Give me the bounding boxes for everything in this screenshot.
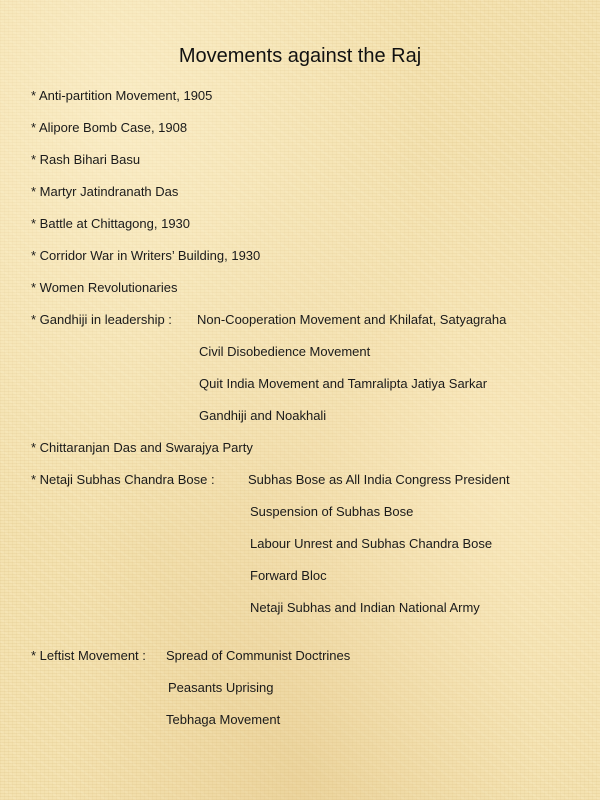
list-item: * Chittaranjan Das and Swarajya Party	[31, 440, 253, 455]
gandhiji-topic: Civil Disobedience Movement	[199, 344, 371, 359]
leftist-topic: Spread of Communist Doctrines	[166, 648, 351, 663]
leftist-label: * Leftist Movement :	[31, 648, 146, 663]
list-item: * Corridor War in Writers’ Building, 1930	[31, 248, 261, 263]
gandhiji-topic: Non-Cooperation Movement and Khilafat, Satyagraha	[197, 312, 507, 327]
gandhiji-label: * Gandhiji in leadership :	[31, 312, 172, 327]
netaji-topic: Subhas Bose as All India Congress President	[248, 472, 510, 487]
list-item: * Rash Bihari Basu	[31, 152, 141, 167]
list-item: * Alipore Bomb Case, 1908	[31, 120, 188, 135]
gandhiji-topic: Gandhiji and Noakhali	[199, 408, 327, 423]
netaji-topic: Labour Unrest and Subhas Chandra Bose	[250, 536, 493, 551]
list-item: * Anti-partition Movement, 1905	[31, 88, 213, 103]
page-title: Movements against the Raj	[178, 45, 422, 67]
netaji-topic: Suspension of Subhas Bose	[250, 504, 414, 519]
leftist-topic: Tebhaga Movement	[166, 712, 281, 727]
list-item: * Battle at Chittagong, 1930	[31, 216, 191, 231]
netaji-label: * Netaji Subhas Chandra Bose :	[31, 472, 215, 487]
netaji-topic: Forward Bloc	[250, 568, 327, 583]
netaji-topic: Netaji Subhas and Indian National Army	[250, 600, 480, 615]
leftist-topic: Peasants Uprising	[168, 680, 274, 695]
list-item: * Martyr Jatindranath Das	[31, 184, 179, 199]
gandhiji-topic: Quit India Movement and Tamralipta Jatiya Sarkar	[199, 376, 488, 391]
list-item: * Women Revolutionaries	[31, 280, 178, 295]
